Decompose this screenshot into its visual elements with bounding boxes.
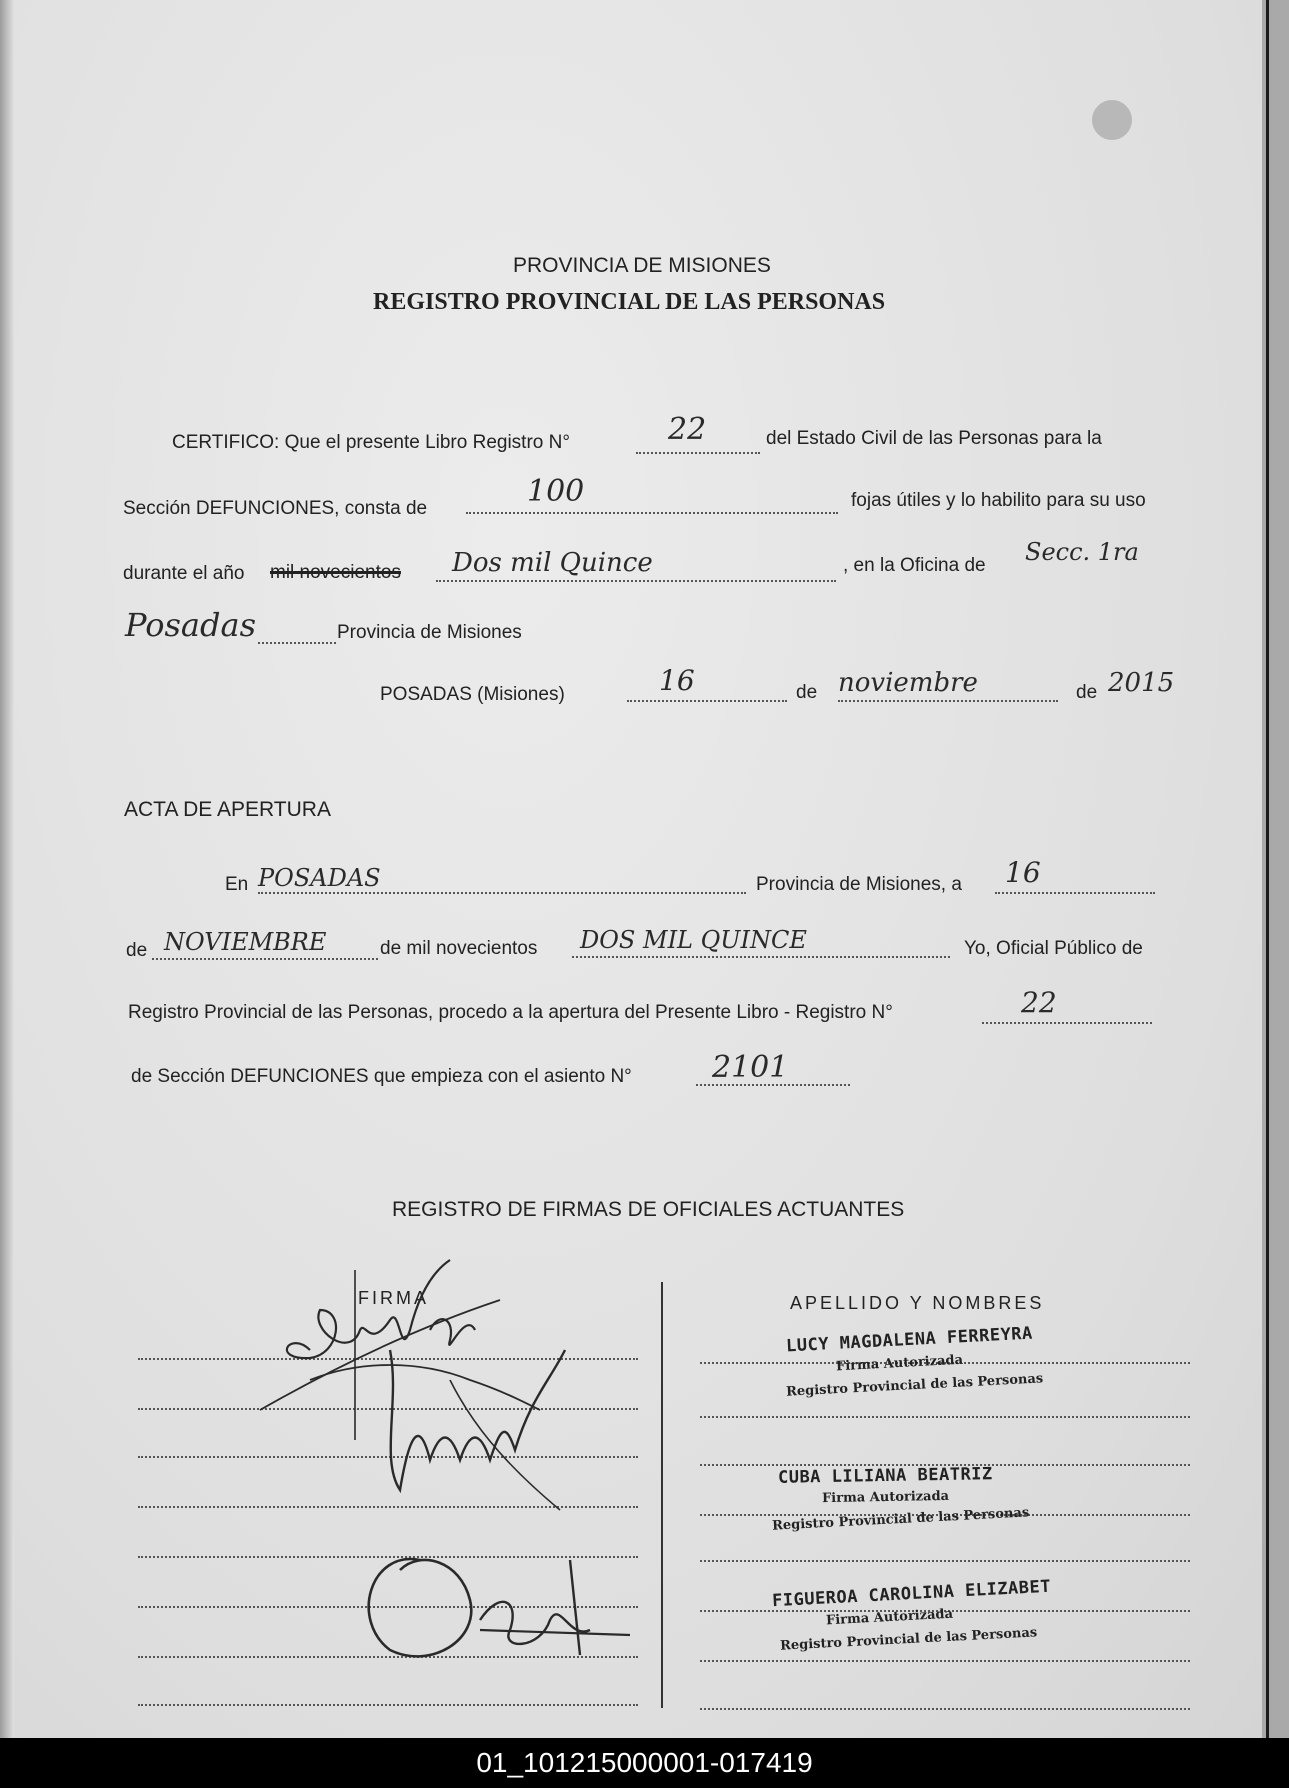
footer-code-bar (0, 1738, 1289, 1788)
official-1-role: Firma Autorizada (835, 1352, 964, 1375)
office-handwritten: Secc. 1ra (1025, 538, 1139, 566)
signature-2 (300, 1340, 600, 1520)
acta-title: ACTA DE APERTURA (124, 798, 331, 821)
dots (700, 1708, 1190, 1710)
dots (466, 512, 838, 514)
official-3-role: Firma Autorizada (825, 1606, 954, 1629)
official-2-name: CUBA LILIANA BEATRIZ (777, 1464, 993, 1488)
registry-header: REGISTRO PROVINCIAL DE LAS PERSONAS (373, 289, 886, 315)
cert-line4-text: Provincia de Misiones (337, 622, 522, 643)
province-header: PROVINCIA DE MISIONES (513, 254, 771, 277)
cert-line2-text: Sección DEFUNCIONES, consta de (123, 498, 428, 519)
official-1-name: LUCY MAGDALENA FERREYRA (785, 1323, 1034, 1357)
signature-3 (330, 1530, 650, 1670)
office-city-handwritten: Posadas (125, 606, 256, 644)
place-label: POSADAS (Misiones) (380, 684, 565, 705)
year-number-handwritten: 2015 (1108, 668, 1175, 698)
footer-code: 01_101215000001-017419 (476, 1747, 813, 1778)
cert-line3-mid: , en la Oficina de (843, 555, 986, 576)
year-handwritten: Dos mil Quince (452, 548, 653, 578)
dots (838, 700, 1058, 702)
dots (982, 1022, 1152, 1024)
cert-line1-text: CERTIFICO: Que el presente Libro Registro N° (172, 432, 570, 453)
official-2-role: Firma Autorizada (821, 1488, 950, 1507)
cert-line2-end: fojas útiles y lo habilito para su uso (851, 490, 1146, 511)
acta-line3: Registro Provincial de las Personas, procedo a la apertura del Presente Libro - Registro N° (128, 1002, 893, 1023)
dots (258, 892, 746, 894)
firma-column-label: FIRMA (358, 1288, 429, 1308)
day-handwritten: 16 (659, 664, 695, 697)
de-label: de (1076, 682, 1098, 703)
struck-text: mil novecientos (270, 562, 401, 583)
acta-entry-number-handwritten: 2101 (712, 1050, 789, 1085)
acta-city-handwritten: POSADAS (258, 864, 381, 892)
page-shadow (0, 0, 14, 1738)
dots (152, 958, 378, 960)
cert-line3-text: durante el año (123, 563, 245, 584)
dots (627, 700, 787, 702)
official-3-org: Registro Provincial de las Personas (779, 1625, 1038, 1654)
acta-en: En (225, 874, 249, 895)
acta-book-number-handwritten: 22 (1021, 986, 1057, 1019)
dots (138, 1704, 638, 1706)
official-2-org: Registro Provincial de las Personas (771, 1505, 1030, 1534)
acta-year-handwritten: DOS MIL QUINCE (580, 926, 807, 954)
dots (700, 1416, 1190, 1418)
official-3-name: FIGUEROA CAROLINA ELIZABET (771, 1576, 1052, 1612)
dots (636, 452, 760, 454)
de-label: de (796, 682, 818, 703)
dots (700, 1660, 1190, 1662)
binding-strip (1266, 0, 1269, 1738)
month-handwritten: noviembre (838, 668, 978, 698)
signatures-title: REGISTRO DE FIRMAS DE OFICIALES ACTUANTES (392, 1198, 905, 1221)
dots (436, 580, 836, 582)
official-1-org: Registro Provincial de las Personas (785, 1371, 1044, 1400)
stain (1092, 100, 1132, 140)
book-number-handwritten: 22 (668, 412, 707, 447)
pages-handwritten: 100 (527, 474, 585, 509)
names-column-label: APELLIDO Y NOMBRES (790, 1293, 1045, 1313)
page-edge (1262, 0, 1289, 1738)
dots (258, 642, 336, 644)
cert-line1-end: del Estado Civil de las Personas para la (766, 428, 1102, 449)
acta-month-handwritten: NOVIEMBRE (164, 928, 327, 956)
acta-day-handwritten: 16 (1005, 856, 1041, 889)
acta-line4: de Sección DEFUNCIONES que empieza con el asiento N° (131, 1066, 632, 1087)
acta-de-mil: de mil novecientos (380, 938, 538, 959)
dots (700, 1560, 1190, 1562)
dots (995, 892, 1155, 894)
acta-de: de (126, 940, 148, 961)
acta-yo: Yo, Oficial Público de (964, 938, 1143, 959)
column-divider (661, 1282, 663, 1708)
dots (572, 956, 950, 958)
dots (696, 1084, 850, 1086)
acta-prov: Provincia de Misiones, a (756, 874, 962, 895)
